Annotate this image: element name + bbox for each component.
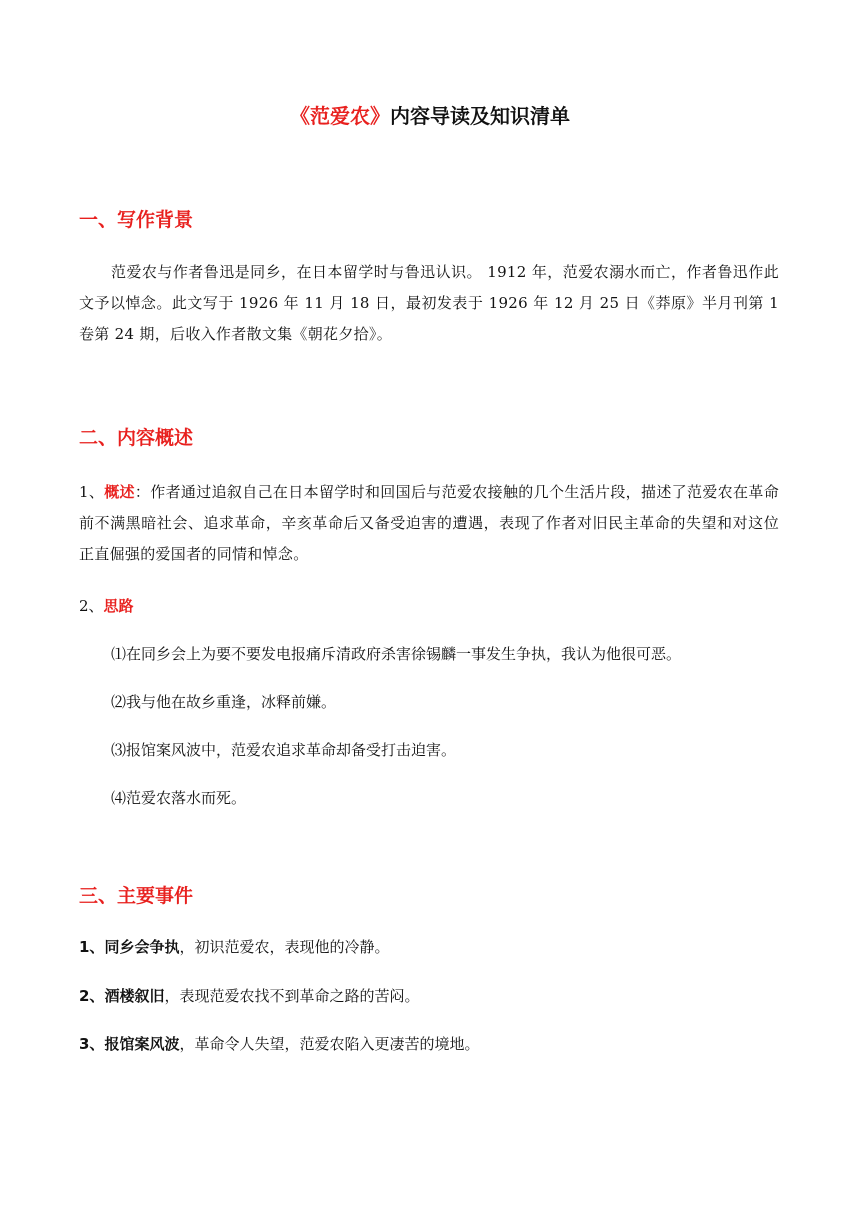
event-label: 报馆案风波 [104,1035,180,1053]
document-title [0,102,860,130]
background-paragraph: 范爱农与作者鲁迅是同乡，在日本留学时与鲁迅认识。 1912 年，范爱农溺水而亡，作者鲁迅作此文予以悼念。此文写于 1926 年 11 月 18 日，最初发表于 1926 年 12 月 25 日《莽原》半月刊第 1 卷第 24 期，后收入作者散文集《朝花夕拾》。 [79,263,779,343]
overview-label: 概述 [104,483,135,501]
outline-item-2: ⑵我与他在故乡重逢，冰释前嫌。 [111,693,337,711]
overview-number: 1、 [79,483,105,501]
section-heading-summary: 二、内容概述 [79,427,194,449]
event-label: 酒楼叙旧 [104,987,165,1005]
outline-item-1: ⑴在同乡会上为要不要发电报痛斥清政府杀害徐锡麟一事发生争执，我认为他很可恶。 [111,645,682,663]
event-item-2 [79,984,419,1008]
event-label: 同乡会争执 [104,938,180,956]
event-item-1 [79,935,389,959]
event-number: 3、 [79,1035,105,1053]
outline-number: 2、 [79,597,104,615]
title-book-name: 《范爱农》 [290,104,390,128]
overview-text: ：作者通过追叙自己在日本留学时和回国后与范爱农接触的几个生活片段，描述了范爱农在革命前不满黑暗社会、追求革命，辛亥革命后又备受迫害的遭遇，表现了作者对旧民主革命的失望和对这位正直倔强的爱国者的同情和悼念。 [79,483,779,563]
outline-item-4: ⑷范爱农落水而死。 [111,789,247,807]
event-item-3 [79,1032,479,1056]
title-rest: 内容导读及知识清单 [390,104,570,128]
event-number: 2、 [79,987,105,1005]
event-number: 1、 [79,938,105,956]
section-heading-events: 三、主要事件 [79,885,194,907]
outline-label: 思路 [103,597,134,615]
event-text: ，表现范爱农找不到革命之路的苦闷。 [164,987,420,1005]
event-text: ，革命令人失望，范爱农陷入更凄苦的境地。 [179,1035,480,1053]
overview-paragraph [79,477,779,570]
event-text: ，初识范爱农，表现他的冷静。 [179,938,390,956]
outline-item-3: ⑶报馆案风波中，范爱农追求革命却备受打击迫害。 [111,741,457,759]
section-heading-background: 一、写作背景 [79,209,194,231]
outline-heading [79,594,134,618]
